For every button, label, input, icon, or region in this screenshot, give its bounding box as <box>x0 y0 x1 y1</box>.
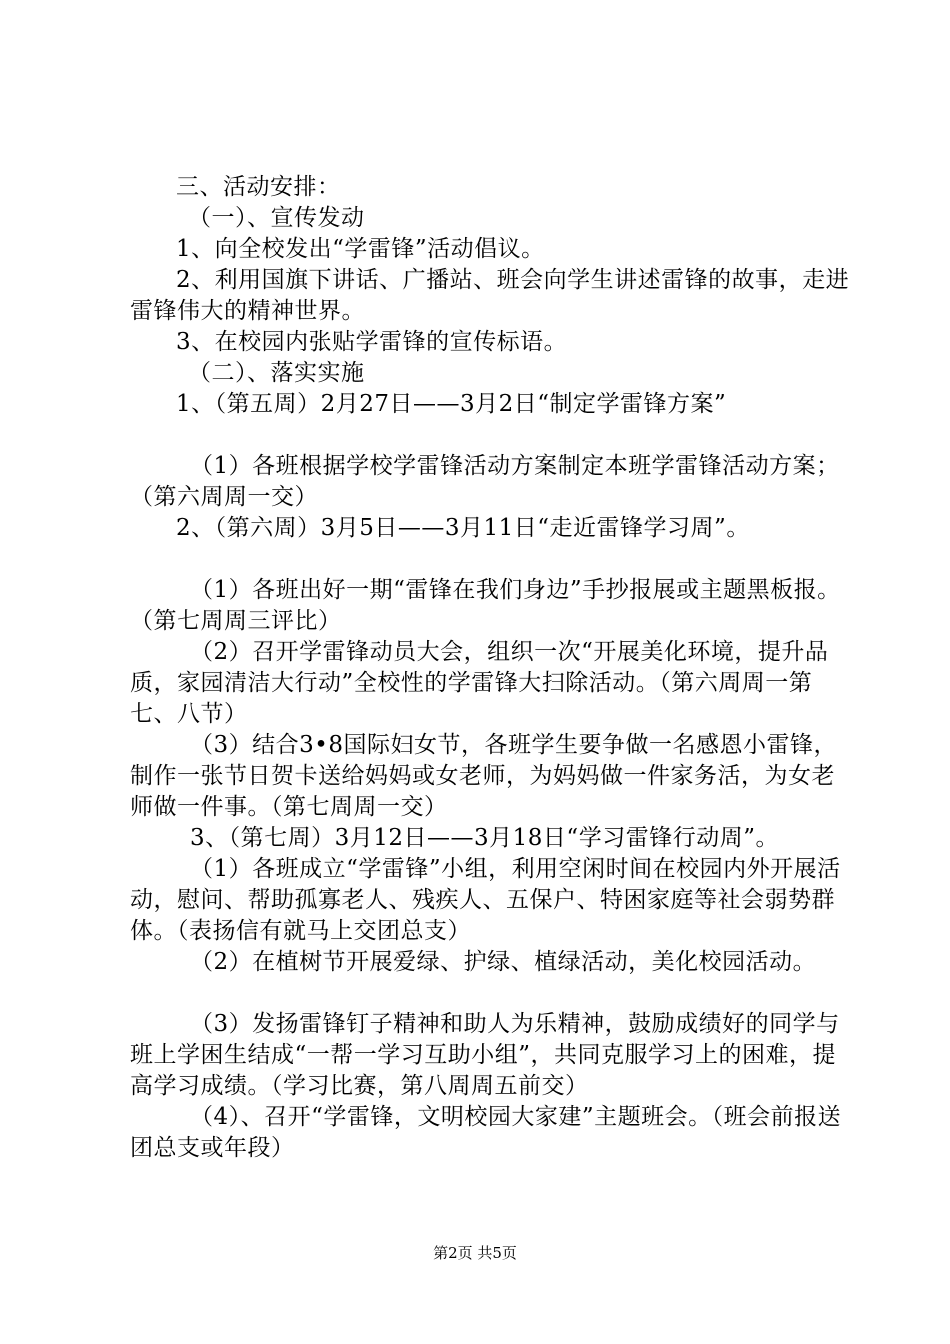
paragraph: 3、（第七周）3月12日——3月18日“学习雷锋行动周”。 <box>190 825 779 851</box>
paragraph: （3）结合3•8国际妇女节，各班学生要争做一名感恩小雷锋，制作一张节日贺卡送给妈妈或女老师，为妈妈做一件家务活，为女老师做一件事。（第七周周一交） <box>130 732 837 820</box>
subsection-heading-publicity: （一）、宣传发动 <box>188 205 365 231</box>
paragraph: （1）各班根据学校学雷锋活动方案制定本班学雷锋活动方案；（第六周周一交） <box>130 453 840 510</box>
section-heading-activity-arrangement: 三、活动安排： <box>176 174 341 200</box>
paragraph: （2）召开学雷锋动员大会，组织一次“开展美化环境，提升品质，家园清洁大行动”全校性的学雷锋大扫除活动。（第六周周一第七、八节） <box>130 639 829 727</box>
blank-line <box>130 420 850 451</box>
paragraph: （1）各班成立“学雷锋”小组，利用空闲时间在校园内外开展活动，慰问、帮助孤寡老人、残疾人、五保户、特困家庭等社会弱势群体。（表扬信有就马上交团总支） <box>130 856 841 944</box>
paragraph: 1、（第五周）2月27日——3月2日“制定学雷锋方案” <box>176 391 727 417</box>
blank-line <box>130 544 850 575</box>
blank-line <box>130 978 850 1009</box>
document-body <box>130 172 850 1164</box>
paragraph: （4）、召开“学雷锋，文明校园大家建”主题班会。（班会前报送团总支或年段） <box>130 1104 842 1161</box>
paragraph: 2、利用国旗下讲话、广播站、班会向学生讲述雷锋的故事，走进雷锋伟大的精神世界。 <box>130 267 850 324</box>
paragraph: 3、在校园内张贴学雷锋的宣传标语。 <box>176 329 568 355</box>
paragraph: （3）发扬雷锋钉子精神和助人为乐精神，鼓励成绩好的同学与班上学困生结成“一帮一学习互助小组”，共同克服学习上的困难，提高学习成绩。（学习比赛，第八周周五前交） <box>130 1011 840 1099</box>
page-footer: 第2页 共5页 <box>433 1244 517 1262</box>
paragraph: （2）在植树节开展爱绿、护绿、植绿活动，美化校园活动。 <box>190 949 817 975</box>
paragraph: 2、（第六周）3月5日——3月11日“走近雷锋学习周”。 <box>176 515 750 541</box>
subsection-heading-implementation: （二）、落实实施 <box>188 360 365 386</box>
paragraph: 1、向全校发出“学雷锋”活动倡议。 <box>176 236 545 262</box>
paragraph: （1）各班出好一期“雷锋在我们身边”手抄报展或主题黑板报。（第七周周三评比） <box>130 577 841 634</box>
